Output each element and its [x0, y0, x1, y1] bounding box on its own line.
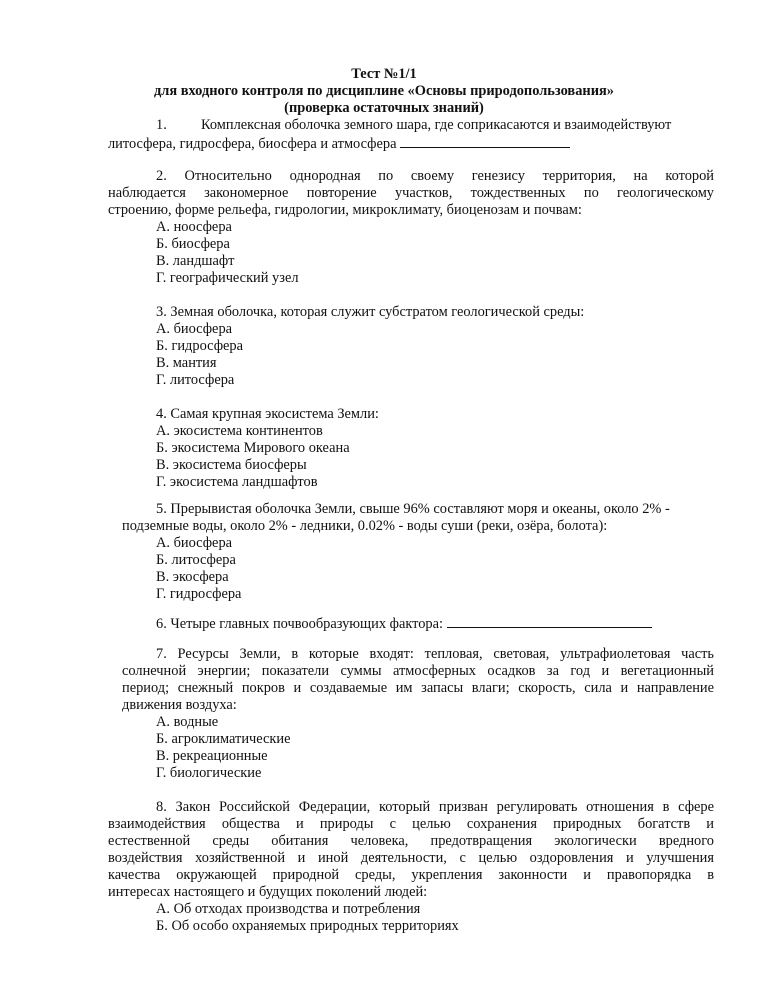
answer-option[interactable]: Г. литосфера: [156, 372, 235, 388]
answer-option[interactable]: В. мантия: [156, 355, 217, 371]
question-7-line: солнечной энергии; показатели суммы атмосферных осадков за год и вегетационный: [122, 663, 714, 679]
answer-option[interactable]: В. экосистема биосферы: [156, 457, 307, 473]
answer-option[interactable]: Г. биологические: [156, 765, 262, 781]
answer-option[interactable]: А. биосфера: [156, 535, 233, 551]
question-7-line: период; снежный покров и создаваемые им запасы влаги; скорость, сила и направление: [122, 680, 714, 696]
question-1-line: Комплексная оболочка земного шара, где соприкасаются и взаимодействуют: [201, 117, 672, 133]
answer-option[interactable]: В. ландшафт: [156, 253, 235, 269]
answer-option[interactable]: Б. Об особо охраняемых природных территориях: [156, 918, 459, 934]
answer-blank[interactable]: [400, 134, 570, 148]
answer-option[interactable]: А. Об отходах производства и потребления: [156, 901, 421, 917]
answer-option[interactable]: Г. экосистема ландшафтов: [156, 474, 318, 490]
answer-option[interactable]: Г. географический узел: [156, 270, 299, 286]
question-2-line: строению, форме рельефа, гидрологии, микроклимату, биоценозам и почвам:: [108, 202, 582, 218]
question-8-line: 8. Закон Российской Федерации, который призван регулировать отношения в сфере: [156, 799, 714, 815]
test-subtitle-note: (проверка остаточных знаний): [284, 100, 484, 116]
answer-option[interactable]: Б. литосфера: [156, 552, 236, 568]
answer-option[interactable]: Б. гидросфера: [156, 338, 243, 354]
question-8-line: интересах настоящего и будущих поколений людей:: [108, 884, 428, 900]
answer-option[interactable]: В. рекреационные: [156, 748, 268, 764]
question-5-line: 5. Прерывистая оболочка Земли, свыше 96% составляют моря и океаны, около 2% -: [156, 501, 670, 517]
question-1-number: 1.: [156, 117, 167, 133]
answer-option[interactable]: Б. агроклиматические: [156, 731, 291, 747]
question-7-line: 7. Ресурсы Земли, в которые входят: тепловая, световая, ультрафиолетовая часть: [156, 646, 714, 662]
answer-option[interactable]: В. экосфера: [156, 569, 229, 585]
answer-option[interactable]: Г. гидросфера: [156, 586, 242, 602]
answer-option[interactable]: Б. экосистема Мирового океана: [156, 440, 350, 456]
answer-blank[interactable]: [447, 614, 652, 628]
question-6-text: 6. Четыре главных почвообразующих фактора:: [156, 614, 652, 633]
test-title: Тест №1/1: [351, 66, 417, 82]
answer-option[interactable]: А. биосфера: [156, 321, 233, 337]
question-5-line: подземные воды, около 2% - ледники, 0.02% - воды суши (реки, озёра, болота):: [122, 518, 608, 534]
question-8-line: естественной среды обитания человека, предотвращения экологически вредного: [108, 833, 714, 849]
question-8-line: качества окружающей природной среды, укрепления законности и правопорядка в: [108, 867, 714, 883]
test-subtitle: для входного контроля по дисциплине «Основы природопользования»: [154, 83, 614, 99]
answer-option[interactable]: Б. биосфера: [156, 236, 230, 252]
question-1-line: литосфера, гидросфера, биосфера и атмосфера: [108, 134, 570, 153]
question-7-line: движения воздуха:: [122, 697, 237, 713]
question-3-text: 3. Земная оболочка, которая служит субстратом геологической среды:: [156, 304, 585, 320]
answer-option[interactable]: А. экосистема континентов: [156, 423, 323, 439]
question-8-line: воздействия хозяйственной и иной деятельности, с целью оздоровления и улучшения: [108, 850, 714, 866]
question-2-line: наблюдается закономерное повторение участков, тождественных по геологическому: [108, 185, 714, 201]
answer-option[interactable]: А. водные: [156, 714, 219, 730]
answer-option[interactable]: А. ноосфера: [156, 219, 232, 235]
question-2-line: 2. Относительно однородная по своему генезису территория, на которой: [156, 168, 714, 184]
question-4-text: 4. Самая крупная экосистема Земли:: [156, 406, 379, 422]
question-8-line: взаимодействия общества и природы с целью сохранения природных богатств и: [108, 816, 714, 832]
